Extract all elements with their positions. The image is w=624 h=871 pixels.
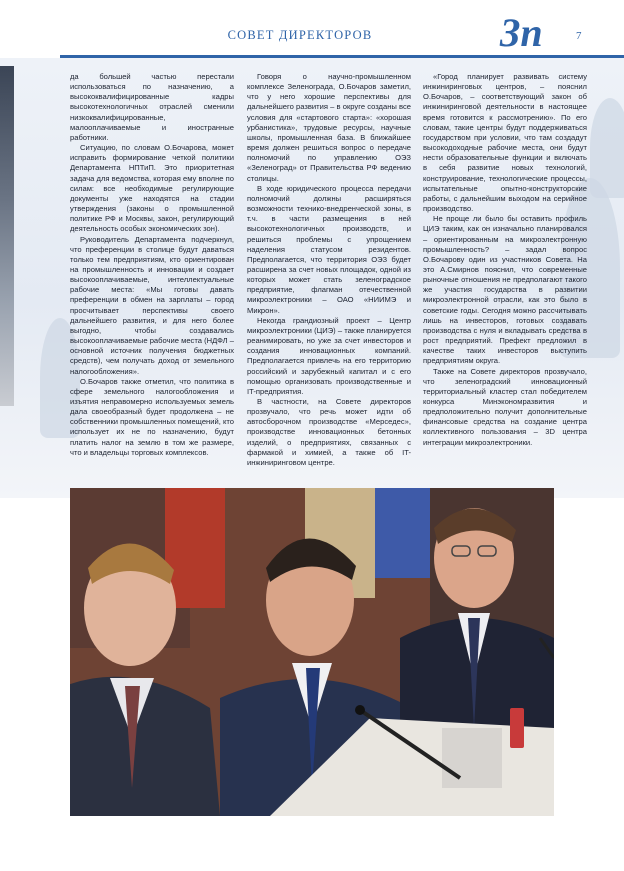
paragraph: Также на Совете директоров прозвучало, что зеленоградский инновационный территориальный кластер стал победителем конкурса Минэкономразвития и предположительно получит дополнительные финансовые средства на создание центра коллективного пользования – 3D центра интеграции микроэлектроники. bbox=[423, 366, 587, 447]
side-photo-strip bbox=[0, 66, 14, 406]
paragraph: Ситуацию, по словам О.Бочарова, может исправить формирование четкой политики Департамента НПТиП. Это приоритетная задача для ведомства, которая ему вполне по силам: все необходимые регулирующие документы уже находятся на стадии утверждения (законы о промышленной политике РФ и Москвы, закон, регулирующий деятельность особых экономических зон). bbox=[70, 143, 234, 234]
text-column-1 bbox=[70, 72, 234, 482]
meeting-photo bbox=[70, 488, 554, 816]
logo-text: Зп bbox=[500, 10, 543, 55]
text-column-2 bbox=[247, 72, 411, 482]
magazine-logo bbox=[496, 10, 558, 56]
page-number: 7 bbox=[576, 30, 582, 42]
paragraph: О.Бочаров также отметил, что политика в сфере земельного налогообложения и изъятия неправомерно используемых земель дала своеобразный будет продолжена – не собственники промышленных помещений, кто использует их не по назначению, будут платить налог на землю в том же размере, что и владельцы торговых комплексов. bbox=[70, 376, 234, 457]
page-header bbox=[0, 0, 624, 58]
paragraph: Руководитель Департамента подчеркнул, что преференции в столице будут даваться только тем предприятиям, кто ориентирован на промышленность и инновации и создает высокооплачиваемые, интеллектуальные рабочие места: «Мы готовы давать преференции в обмен на зарплаты – город просчитывает перспективы своего дальнейшего развития, и для него более выгодно, чтобы создавались высокооплачиваемые рабочие места (НДФЛ – основной источник получения бюджетных средств), чем получать доход от земельного налогообложения». bbox=[70, 234, 234, 376]
header-rule bbox=[60, 55, 624, 58]
paragraph: да большей частью перестали использоваться по назначению, а высококвалифицированные кадры высокотехнологичных отраслей сменили низкоквалифицированные, малооплачиваемые и иностранные работники. bbox=[70, 72, 234, 142]
paragraph: В частности, на Совете директоров прозвучало, что речь может идти об автосборочном производстве «Мерседес», производстве инновационных бетонных изделий, о предприятиях, связанных с фармакой и химией, а также об IT-инжиниринговом центре. bbox=[247, 397, 411, 467]
paragraph: Говоря о научно-промышленном комплексе Зеленограда, О.Бочаров заметил, что у него хорошие перспективы для дальнейшего развития – в округе созданы все условия для «стартового старта»: «хорошая урбанистика», трудовые ресурсы, научные школы, промышленная база. В ближайшее время должен решиться вопрос о передаче полномочий по управлению ОЭЗ «Зеленоград» от Правительства РФ ведению столицы. bbox=[247, 72, 411, 183]
paragraph: Некогда грандиозный проект – Центр микроэлектроники (ЦИЭ) – также планируется реанимировать, но уже за счет инвесторов и создания инновационных компаний. Предполагается привлечь на его территорию российский и зарубежный капитал и с его помощью организовать производственные и IT-предприятия. bbox=[247, 315, 411, 396]
text-column-3 bbox=[423, 72, 587, 482]
paragraph: В ходе юридического процесса передачи полномочий должны расширяться возможности технико-внедренческой зоны, в т.ч. в части размещения в ней высокотехнологичных производств, и решиться проблемы с упрощением наделения статусом резидентов. Предполагается, что территория ОЭЗ будет расширена за счет новых площадок, одной из которых может стать зеленоградское предприятие, флагман отечественной микроэлектроники – ОАО «НИИМЭ и Микрон». bbox=[247, 183, 411, 315]
section-title: СОВЕТ ДИРЕКТОРОВ bbox=[227, 28, 373, 42]
paragraph: Не проще ли было бы оставить профиль ЦИЭ таким, как он изначально планировался – ориентированным на микроэлектронную промышленность? – задал вопрос О.Бочарову один из участников Совета. На это А.Смирнов пояснил, что современные рыночные отношения не предполагают такого же участия государства в развитии микроэлектронной отрасли, как это было в советские годы. Сегодня можно рассчитывать лишь на инвесторов, готовых создавать производства с нуля и вкладывать средства в рост предприятий. Префект предложил в качестве таких инвесторов выступить предприятиям округа. bbox=[423, 214, 587, 366]
paragraph: «Город планирует развивать систему инжиниринговых центров, – пояснил О.Бочаров, – соответствующий закон об инжиниринговой деятельности в настоящее время готовится к рассмотрению». По его словам, такие центры будут поддерживаться государством при условии, что там создадут высокодоходные рабочие места, они будут нести образовательные функции и включать в себя развитие новых технологий, конструирование, технологические процессы, испытательные опытно-конструкторские работы, с дальнейшим выходом на серийное производство. bbox=[423, 72, 587, 214]
